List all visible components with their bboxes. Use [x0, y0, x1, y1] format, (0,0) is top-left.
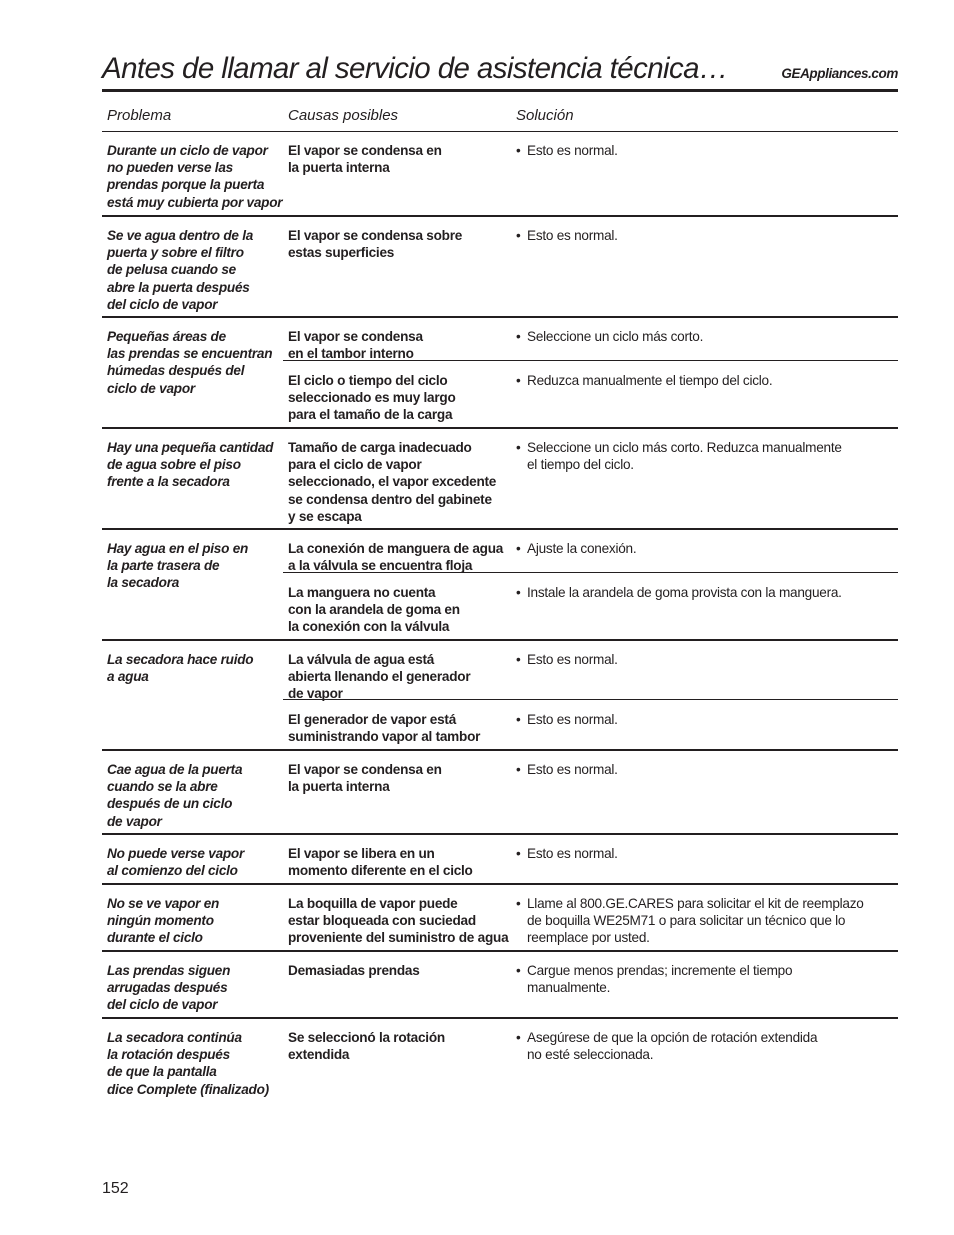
solution-text	[516, 584, 903, 601]
row-divider	[102, 833, 898, 835]
solution-label: Esto es normal.	[527, 762, 618, 777]
solution-label: Seleccione un ciclo más corto. Reduzca manualmente el tiempo del ciclo.	[527, 440, 842, 473]
page-number: 152	[102, 1180, 129, 1197]
problem-text: No puede verse vapor al comienzo del ciclo	[107, 846, 245, 879]
site-url: GEAppliances.com	[781, 66, 898, 81]
solution-label: Seleccione un ciclo más corto.	[527, 329, 704, 344]
solution-text	[516, 142, 903, 159]
cause-text: El vapor se condensa en la puerta interna	[288, 143, 442, 176]
cause-text: El ciclo o tiempo del ciclo seleccionado es muy largo para el tamaño de la carga	[288, 373, 456, 423]
bullet-icon: •	[516, 585, 521, 600]
solution-text	[516, 761, 903, 778]
solution-text	[516, 540, 903, 557]
column-header-solution: Solución	[516, 107, 574, 124]
problem-text: Cae agua de la puerta cuando se la abre después de un ciclo de vapor	[107, 762, 243, 829]
solution-text	[516, 711, 903, 728]
bullet-icon: •	[516, 1030, 521, 1045]
problem-text: Hay agua en el piso en la parte trasera de la secadora	[107, 541, 249, 591]
problem-text: La secadora continúa la rotación después de que la pantalla dice Complete (finalizado)	[107, 1030, 269, 1097]
row-divider	[102, 1017, 898, 1019]
bullet-icon: •	[516, 896, 521, 911]
sub-row-divider	[283, 699, 898, 700]
row-divider	[102, 883, 898, 885]
bullet-icon: •	[516, 143, 521, 158]
bullet-icon: •	[516, 329, 521, 344]
solution-text	[516, 439, 903, 473]
solution-text	[516, 1029, 903, 1063]
solution-label: Instale la arandela de goma provista con la manguera.	[527, 585, 842, 600]
solution-label: Cargue menos prendas; incremente el tiempo manualmente.	[527, 963, 793, 996]
problem-text: Durante un ciclo de vapor no pueden verse las prendas porque la puerta está muy cubierta por vapor	[107, 143, 283, 210]
solution-label: Reduzca manualmente el tiempo del ciclo.	[527, 373, 773, 388]
cause-text: Demasiadas prendas	[288, 963, 420, 978]
solution-text	[516, 845, 903, 862]
problem-text: No se ve vapor en ningún momento durante el ciclo	[107, 896, 220, 946]
cause-text: La válvula de agua está abierta llenando el generador de vapor	[288, 652, 471, 702]
sub-row-divider	[283, 360, 898, 361]
problem-text: La secadora hace ruido a agua	[107, 652, 254, 685]
problem-text: Se ve agua dentro de la puerta y sobre el filtro de pelusa cuando se abre la puerta después del ciclo de vapor	[107, 228, 254, 312]
column-header-problem: Problema	[107, 107, 172, 124]
bullet-icon: •	[516, 846, 521, 861]
page-title: Antes de llamar al servicio de asistencia técnica…	[102, 52, 728, 85]
header-rule	[102, 131, 898, 132]
solution-label: Esto es normal.	[527, 652, 618, 667]
bullet-icon: •	[516, 228, 521, 243]
bullet-icon: •	[516, 440, 521, 455]
column-header-causes: Causas posibles	[288, 107, 399, 124]
cause-text: El vapor se condensa en el tambor interno	[288, 329, 423, 362]
solution-label: Ajuste la conexión.	[527, 541, 637, 556]
row-divider	[102, 215, 898, 217]
cause-text: La manguera no cuenta con la arandela de goma en la conexión con la válvula	[288, 585, 460, 635]
page-header	[102, 52, 898, 92]
solution-label: Esto es normal.	[527, 846, 618, 861]
bullet-icon: •	[516, 652, 521, 667]
bullet-icon: •	[516, 373, 521, 388]
row-divider	[102, 316, 898, 318]
cause-text: La boquilla de vapor puede estar bloqueada con suciedad proveniente del suministro de agua	[288, 896, 509, 946]
row-divider	[102, 427, 898, 429]
solution-label: Llame al 800.GE.CARES para solicitar el kit de reemplazo de boquilla WE25M71 o para solicitar un técnico que lo reemplace por usted.	[527, 896, 864, 946]
solution-label: Esto es normal.	[527, 712, 618, 727]
bullet-icon: •	[516, 541, 521, 556]
cause-text: El vapor se condensa sobre estas superficies	[288, 228, 463, 261]
solution-label: Esto es normal.	[527, 143, 618, 158]
cause-text: El vapor se libera en un momento diferente en el ciclo	[288, 846, 473, 879]
solution-text	[516, 651, 903, 668]
title-rule	[102, 89, 898, 92]
sub-row-divider	[283, 572, 898, 573]
row-divider	[102, 639, 898, 641]
problem-text: Pequeñas áreas de las prendas se encuentran húmedas después del ciclo de vapor	[107, 329, 273, 396]
solution-label: Asegúrese de que la opción de rotación extendida no esté seleccionada.	[527, 1030, 818, 1063]
cause-text: Se seleccionó la rotación extendida	[288, 1030, 445, 1063]
solution-text	[516, 962, 903, 996]
solution-text	[516, 328, 903, 345]
cause-text: El generador de vapor está suministrando vapor al tambor	[288, 712, 481, 745]
bullet-icon: •	[516, 762, 521, 777]
solution-text	[516, 895, 903, 947]
row-divider	[102, 528, 898, 530]
bullet-icon: •	[516, 963, 521, 978]
problem-text: Las prendas siguen arrugadas después del ciclo de vapor	[107, 963, 231, 1013]
bullet-icon: •	[516, 712, 521, 727]
cause-text: El vapor se condensa en la puerta interna	[288, 762, 442, 795]
solution-text	[516, 227, 903, 244]
cause-text: La conexión de manguera de agua a la válvula se encuentra floja	[288, 541, 504, 574]
row-divider	[102, 749, 898, 751]
row-divider	[102, 950, 898, 952]
cause-text: Tamaño de carga inadecuado para el ciclo de vapor seleccionado, el vapor excedente se condensa dentro del gabinete y se escapa	[288, 440, 497, 524]
solution-text	[516, 372, 903, 389]
problem-text: Hay una pequeña cantidad de agua sobre el piso frente a la secadora	[107, 440, 274, 490]
solution-label: Esto es normal.	[527, 228, 618, 243]
